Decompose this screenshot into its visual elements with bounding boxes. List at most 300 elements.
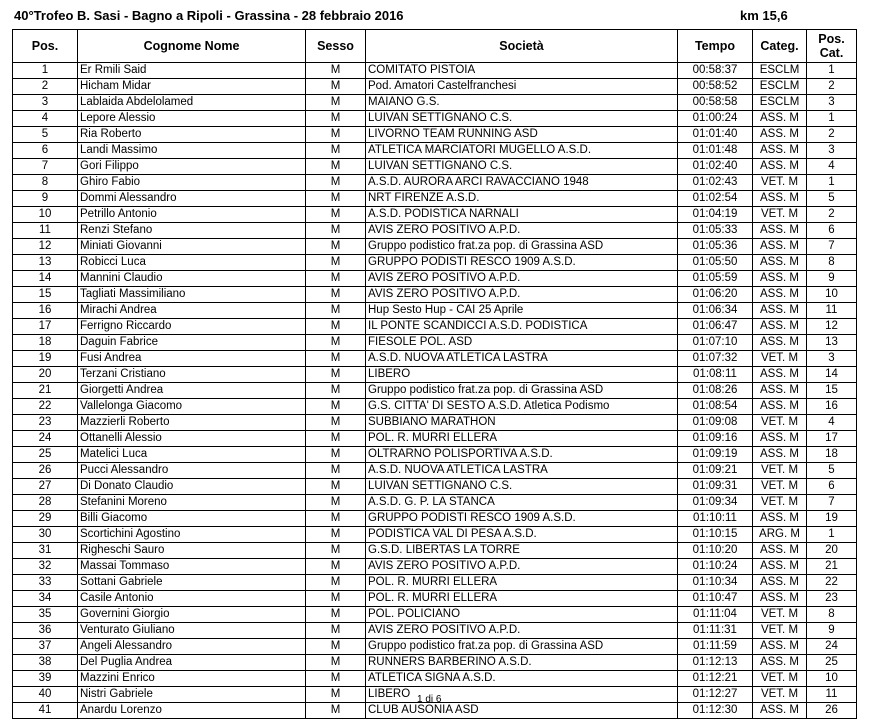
cell-pos: 27: [13, 479, 78, 495]
cell-category: VET. M: [753, 207, 807, 223]
cell-name: Miniati Giovanni: [78, 239, 306, 255]
cell-category: VET. M: [753, 671, 807, 687]
cell-category: VET. M: [753, 175, 807, 191]
col-header-sex: Sesso: [306, 30, 366, 63]
cell-pos: 17: [13, 319, 78, 335]
cell-club: A.S.D. NUOVA ATLETICA LASTRA: [366, 351, 678, 367]
cell-pos-cat: 18: [807, 447, 857, 463]
cell-pos-cat: 1: [807, 175, 857, 191]
table-row: [13, 639, 857, 655]
table-row: [13, 111, 857, 127]
cell-name: Scortichini Agostino: [78, 527, 306, 543]
cell-name: Fusi Andrea: [78, 351, 306, 367]
cell-time: 01:12:30: [678, 703, 753, 719]
table-row: [13, 575, 857, 591]
cell-name: Matelici Luca: [78, 447, 306, 463]
cell-name: Di Donato Claudio: [78, 479, 306, 495]
cell-pos: 8: [13, 175, 78, 191]
cell-pos: 22: [13, 399, 78, 415]
table-row: [13, 383, 857, 399]
cell-name: Righeschi Sauro: [78, 543, 306, 559]
col-header-pos: Pos.: [13, 30, 78, 63]
cell-name: Dommi Alessandro: [78, 191, 306, 207]
cell-sex: M: [306, 463, 366, 479]
cell-name: Venturato Giuliano: [78, 623, 306, 639]
cell-club: COMITATO PISTOIA: [366, 63, 678, 79]
cell-category: ASS. M: [753, 335, 807, 351]
cell-pos-cat: 17: [807, 431, 857, 447]
cell-sex: M: [306, 495, 366, 511]
cell-club: Gruppo podistico frat.za pop. di Grassina ASD: [366, 383, 678, 399]
col-header-name: Cognome Nome: [78, 30, 306, 63]
cell-sex: M: [306, 239, 366, 255]
table-row: [13, 143, 857, 159]
cell-pos: 26: [13, 463, 78, 479]
cell-pos: 21: [13, 383, 78, 399]
cell-time: 00:58:58: [678, 95, 753, 111]
page-number: 1 di 6: [417, 694, 442, 705]
cell-pos-cat: 19: [807, 511, 857, 527]
cell-sex: M: [306, 63, 366, 79]
table-row: [13, 431, 857, 447]
cell-category: ASS. M: [753, 143, 807, 159]
cell-name: Nistri Gabriele: [78, 687, 306, 703]
cell-club: GRUPPO PODISTI RESCO 1909 A.S.D.: [366, 255, 678, 271]
cell-time: 01:09:16: [678, 431, 753, 447]
cell-pos-cat: 2: [807, 207, 857, 223]
cell-club: AVIS ZERO POSITIVO A.P.D.: [366, 287, 678, 303]
cell-sex: M: [306, 383, 366, 399]
cell-pos-cat: 1: [807, 111, 857, 127]
cell-pos-cat: 3: [807, 95, 857, 111]
cell-sex: M: [306, 191, 366, 207]
cell-sex: M: [306, 447, 366, 463]
cell-category: ASS. M: [753, 255, 807, 271]
cell-name: Sottani Gabriele: [78, 575, 306, 591]
cell-category: ASS. M: [753, 399, 807, 415]
cell-pos-cat: 10: [807, 671, 857, 687]
cell-pos: 36: [13, 623, 78, 639]
cell-sex: M: [306, 79, 366, 95]
cell-name: Lepore Alessio: [78, 111, 306, 127]
cell-name: Ottanelli Alessio: [78, 431, 306, 447]
cell-pos-cat: 21: [807, 559, 857, 575]
cell-club: POL. POLICIANO: [366, 607, 678, 623]
cell-club: LIVORNO TEAM RUNNING ASD: [366, 127, 678, 143]
cell-category: ASS. M: [753, 319, 807, 335]
cell-time: 01:05:50: [678, 255, 753, 271]
cell-time: 01:10:11: [678, 511, 753, 527]
cell-time: 01:05:59: [678, 271, 753, 287]
cell-category: ASS. M: [753, 543, 807, 559]
cell-pos-cat: 24: [807, 639, 857, 655]
cell-category: VET. M: [753, 351, 807, 367]
cell-sex: M: [306, 591, 366, 607]
cell-pos-cat: 8: [807, 607, 857, 623]
table-row: [13, 655, 857, 671]
cell-pos-cat: 26: [807, 703, 857, 719]
cell-category: ASS. M: [753, 431, 807, 447]
table-row: [13, 159, 857, 175]
cell-time: 01:11:04: [678, 607, 753, 623]
cell-time: 01:10:34: [678, 575, 753, 591]
cell-category: ASS. M: [753, 287, 807, 303]
cell-pos: 29: [13, 511, 78, 527]
cell-category: ASS. M: [753, 191, 807, 207]
cell-sex: M: [306, 655, 366, 671]
cell-club: AVIS ZERO POSITIVO A.P.D.: [366, 271, 678, 287]
cell-category: VET. M: [753, 623, 807, 639]
cell-pos-cat: 5: [807, 191, 857, 207]
cell-pos-cat: 7: [807, 495, 857, 511]
cell-category: ESCLM: [753, 63, 807, 79]
cell-club: IL PONTE SCANDICCI A.S.D. PODISTICA: [366, 319, 678, 335]
cell-time: 01:12:13: [678, 655, 753, 671]
cell-pos-cat: 20: [807, 543, 857, 559]
cell-time: 01:10:47: [678, 591, 753, 607]
table-row: [13, 591, 857, 607]
table-row: [13, 623, 857, 639]
cell-category: ASS. M: [753, 159, 807, 175]
col-header-category: Categ.: [753, 30, 807, 63]
cell-name: Renzi Stefano: [78, 223, 306, 239]
table-row: [13, 255, 857, 271]
cell-time: 01:08:54: [678, 399, 753, 415]
cell-sex: M: [306, 399, 366, 415]
cell-pos-cat: 6: [807, 223, 857, 239]
cell-pos: 24: [13, 431, 78, 447]
cell-club: A.S.D. G. P. LA STANCA: [366, 495, 678, 511]
cell-name: Anardu Lorenzo: [78, 703, 306, 719]
table-row: [13, 671, 857, 687]
cell-time: 01:06:47: [678, 319, 753, 335]
cell-club: CLUB AUSONIA ASD: [366, 703, 678, 719]
table-row: [13, 63, 857, 79]
cell-category: ASS. M: [753, 703, 807, 719]
cell-category: ASS. M: [753, 559, 807, 575]
cell-name: Mirachi Andrea: [78, 303, 306, 319]
cell-time: 01:10:20: [678, 543, 753, 559]
cell-sex: M: [306, 703, 366, 719]
table-row: [13, 415, 857, 431]
cell-club: LUIVAN SETTIGNANO C.S.: [366, 159, 678, 175]
cell-sex: M: [306, 335, 366, 351]
cell-time: 01:08:11: [678, 367, 753, 383]
cell-pos: 34: [13, 591, 78, 607]
table-row: [13, 287, 857, 303]
cell-club: G.S. CITTA' DI SESTO A.S.D. Atletica Podismo: [366, 399, 678, 415]
table-row: [13, 511, 857, 527]
cell-name: Landi Massimo: [78, 143, 306, 159]
cell-category: VET. M: [753, 463, 807, 479]
cell-name: Pucci Alessandro: [78, 463, 306, 479]
cell-name: Giorgetti Andrea: [78, 383, 306, 399]
cell-pos-cat: 2: [807, 127, 857, 143]
cell-club: Hup Sesto Hup - CAI 25 Aprile: [366, 303, 678, 319]
cell-pos: 25: [13, 447, 78, 463]
cell-pos: 16: [13, 303, 78, 319]
table-row: [13, 527, 857, 543]
cell-pos: 13: [13, 255, 78, 271]
cell-club: SUBBIANO MARATHON: [366, 415, 678, 431]
cell-sex: M: [306, 319, 366, 335]
cell-pos-cat: 11: [807, 687, 857, 703]
cell-sex: M: [306, 575, 366, 591]
cell-time: 01:11:31: [678, 623, 753, 639]
cell-club: LIBERO: [366, 687, 678, 703]
cell-time: 01:09:34: [678, 495, 753, 511]
cell-pos: 33: [13, 575, 78, 591]
cell-category: ASS. M: [753, 575, 807, 591]
cell-time: 01:02:43: [678, 175, 753, 191]
cell-club: AVIS ZERO POSITIVO A.P.D.: [366, 559, 678, 575]
table-row: [13, 191, 857, 207]
cell-pos: 7: [13, 159, 78, 175]
table-row: [13, 479, 857, 495]
cell-pos: 40: [13, 687, 78, 703]
cell-pos: 15: [13, 287, 78, 303]
cell-pos-cat: 1: [807, 527, 857, 543]
cell-time: 01:07:32: [678, 351, 753, 367]
cell-pos: 32: [13, 559, 78, 575]
cell-club: PODISTICA VAL DI PESA A.S.D.: [366, 527, 678, 543]
cell-pos: 30: [13, 527, 78, 543]
cell-pos-cat: 3: [807, 351, 857, 367]
cell-name: Lablaida Abdelolamed: [78, 95, 306, 111]
cell-pos-cat: 9: [807, 271, 857, 287]
cell-pos-cat: 5: [807, 463, 857, 479]
cell-category: ASS. M: [753, 447, 807, 463]
cell-pos-cat: 4: [807, 159, 857, 175]
cell-sex: M: [306, 159, 366, 175]
cell-category: ESCLM: [753, 95, 807, 111]
cell-category: ESCLM: [753, 79, 807, 95]
cell-club: POL. R. MURRI ELLERA: [366, 591, 678, 607]
cell-club: A.S.D. AURORA ARCI RAVACCIANO 1948: [366, 175, 678, 191]
cell-sex: M: [306, 351, 366, 367]
table-row: [13, 463, 857, 479]
table-row: [13, 351, 857, 367]
cell-category: VET. M: [753, 479, 807, 495]
cell-name: Governini Giorgio: [78, 607, 306, 623]
cell-time: 00:58:37: [678, 63, 753, 79]
cell-name: Terzani Cristiano: [78, 367, 306, 383]
cell-pos-cat: 25: [807, 655, 857, 671]
cell-pos-cat: 6: [807, 479, 857, 495]
cell-name: Tagliati Massimiliano: [78, 287, 306, 303]
cell-sex: M: [306, 255, 366, 271]
cell-category: ASS. M: [753, 383, 807, 399]
cell-category: ASS. M: [753, 591, 807, 607]
cell-category: VET. M: [753, 687, 807, 703]
cell-club: POL. R. MURRI ELLERA: [366, 431, 678, 447]
cell-category: ARG. M: [753, 527, 807, 543]
cell-time: 01:04:19: [678, 207, 753, 223]
cell-pos: 41: [13, 703, 78, 719]
cell-sex: M: [306, 95, 366, 111]
cell-time: 01:06:20: [678, 287, 753, 303]
cell-club: MAIANO G.S.: [366, 95, 678, 111]
cell-pos-cat: 10: [807, 287, 857, 303]
cell-sex: M: [306, 415, 366, 431]
cell-time: 01:09:08: [678, 415, 753, 431]
cell-time: 01:09:31: [678, 479, 753, 495]
cell-name: Robicci Luca: [78, 255, 306, 271]
cell-category: ASS. M: [753, 367, 807, 383]
cell-name: Angeli Alessandro: [78, 639, 306, 655]
cell-time: 01:05:36: [678, 239, 753, 255]
cell-name: Ria Roberto: [78, 127, 306, 143]
cell-sex: M: [306, 143, 366, 159]
cell-time: 01:12:27: [678, 687, 753, 703]
cell-time: 01:11:59: [678, 639, 753, 655]
cell-pos: 19: [13, 351, 78, 367]
table-row: [13, 127, 857, 143]
cell-category: ASS. M: [753, 271, 807, 287]
cell-club: LIBERO: [366, 367, 678, 383]
cell-name: Del Puglia Andrea: [78, 655, 306, 671]
cell-time: 01:09:21: [678, 463, 753, 479]
cell-time: 01:07:10: [678, 335, 753, 351]
cell-name: Mannini Claudio: [78, 271, 306, 287]
cell-pos-cat: 9: [807, 623, 857, 639]
col-header-pos-cat: Pos. Cat.: [807, 30, 857, 63]
cell-pos-cat: 8: [807, 255, 857, 271]
cell-sex: M: [306, 623, 366, 639]
cell-pos: 35: [13, 607, 78, 623]
cell-pos: 5: [13, 127, 78, 143]
table-row: [13, 607, 857, 623]
cell-time: 01:10:24: [678, 559, 753, 575]
cell-name: Mazzini Enrico: [78, 671, 306, 687]
cell-club: AVIS ZERO POSITIVO A.P.D.: [366, 623, 678, 639]
cell-club: AVIS ZERO POSITIVO A.P.D.: [366, 223, 678, 239]
cell-category: ASS. M: [753, 639, 807, 655]
cell-club: G.S.D. LIBERTAS LA TORRE: [366, 543, 678, 559]
table-row: [13, 447, 857, 463]
cell-club: NRT FIRENZE A.S.D.: [366, 191, 678, 207]
cell-sex: M: [306, 431, 366, 447]
cell-category: ASS. M: [753, 655, 807, 671]
table-row: [13, 495, 857, 511]
cell-name: Hicham Midar: [78, 79, 306, 95]
table-row: [13, 367, 857, 383]
cell-club: Gruppo podistico frat.za pop. di Grassina ASD: [366, 639, 678, 655]
cell-pos-cat: 7: [807, 239, 857, 255]
cell-sex: M: [306, 559, 366, 575]
cell-pos: 38: [13, 655, 78, 671]
cell-category: ASS. M: [753, 111, 807, 127]
cell-pos-cat: 2: [807, 79, 857, 95]
table-row: [13, 543, 857, 559]
cell-time: 01:08:26: [678, 383, 753, 399]
cell-pos: 3: [13, 95, 78, 111]
cell-time: 01:09:19: [678, 447, 753, 463]
cell-sex: M: [306, 367, 366, 383]
cell-club: OLTRARNO POLISPORTIVA A.S.D.: [366, 447, 678, 463]
cell-name: Casile Antonio: [78, 591, 306, 607]
table-row: [13, 303, 857, 319]
cell-name: Mazzierli Roberto: [78, 415, 306, 431]
cell-club: ATLETICA SIGNA A.S.D.: [366, 671, 678, 687]
cell-pos-cat: 15: [807, 383, 857, 399]
cell-sex: M: [306, 671, 366, 687]
cell-pos-cat: 23: [807, 591, 857, 607]
cell-pos-cat: 13: [807, 335, 857, 351]
document-title: 40°Trofeo B. Sasi - Bagno a Ripoli - Grassina - 28 febbraio 2016: [14, 8, 404, 23]
cell-pos: 10: [13, 207, 78, 223]
cell-time: 01:10:15: [678, 527, 753, 543]
cell-name: Massai Tommaso: [78, 559, 306, 575]
cell-time: 00:58:52: [678, 79, 753, 95]
cell-club: POL. R. MURRI ELLERA: [366, 575, 678, 591]
cell-category: ASS. M: [753, 239, 807, 255]
cell-name: Daguin Fabrice: [78, 335, 306, 351]
table-row: [13, 207, 857, 223]
cell-pos-cat: 11: [807, 303, 857, 319]
table-row: [13, 223, 857, 239]
cell-sex: M: [306, 479, 366, 495]
cell-pos: 6: [13, 143, 78, 159]
cell-pos: 39: [13, 671, 78, 687]
cell-pos: 2: [13, 79, 78, 95]
cell-pos-cat: 4: [807, 415, 857, 431]
cell-category: ASS. M: [753, 511, 807, 527]
cell-time: 01:02:54: [678, 191, 753, 207]
cell-club: LUIVAN SETTIGNANO C.S.: [366, 111, 678, 127]
cell-pos: 28: [13, 495, 78, 511]
cell-sex: M: [306, 527, 366, 543]
cell-club: Pod. Amatori Castelfranchesi: [366, 79, 678, 95]
col-header-club: Società: [366, 30, 678, 63]
cell-sex: M: [306, 543, 366, 559]
table-row: [13, 559, 857, 575]
cell-category: ASS. M: [753, 223, 807, 239]
cell-time: 01:01:48: [678, 143, 753, 159]
cell-club: RUNNERS BARBERINO A.S.D.: [366, 655, 678, 671]
cell-sex: M: [306, 207, 366, 223]
table-row: [13, 239, 857, 255]
cell-club: Gruppo podistico frat.za pop. di Grassina ASD: [366, 239, 678, 255]
cell-sex: M: [306, 639, 366, 655]
cell-category: VET. M: [753, 607, 807, 623]
cell-pos: 14: [13, 271, 78, 287]
cell-category: ASS. M: [753, 303, 807, 319]
cell-sex: M: [306, 175, 366, 191]
cell-time: 01:06:34: [678, 303, 753, 319]
cell-time: 01:00:24: [678, 111, 753, 127]
cell-name: Er Rmili Said: [78, 63, 306, 79]
cell-pos: 37: [13, 639, 78, 655]
cell-sex: M: [306, 687, 366, 703]
cell-name: Petrillo Antonio: [78, 207, 306, 223]
cell-pos: 12: [13, 239, 78, 255]
race-distance: km 15,6: [740, 8, 788, 23]
cell-pos: 4: [13, 111, 78, 127]
cell-club: LUIVAN SETTIGNANO C.S.: [366, 479, 678, 495]
cell-sex: M: [306, 607, 366, 623]
cell-pos: 23: [13, 415, 78, 431]
col-header-time: Tempo: [678, 30, 753, 63]
cell-sex: M: [306, 223, 366, 239]
results-body: [13, 63, 857, 719]
cell-club: FIESOLE POL. ASD: [366, 335, 678, 351]
cell-sex: M: [306, 287, 366, 303]
cell-club: A.S.D. NUOVA ATLETICA LASTRA: [366, 463, 678, 479]
cell-name: Gori Filippo: [78, 159, 306, 175]
table-row: [13, 319, 857, 335]
cell-pos-cat: 22: [807, 575, 857, 591]
